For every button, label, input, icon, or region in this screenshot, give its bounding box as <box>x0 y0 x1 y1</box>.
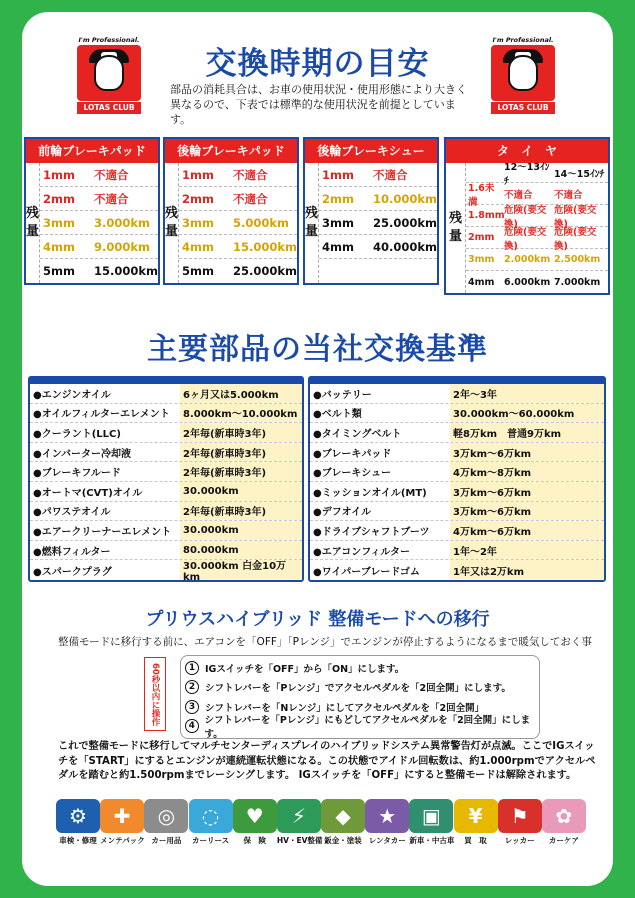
service-label: カーリース <box>191 836 230 845</box>
replacement-interval: 30.000km 白金10万km <box>180 560 302 580</box>
list-item <box>30 404 302 424</box>
remaining-mm: 1mm <box>322 167 354 182</box>
logo-band: LOTAS CLUB <box>77 102 141 114</box>
distance-value: 15.000km <box>94 264 159 278</box>
part-name: ●デフオイル <box>313 507 372 519</box>
service-label: 鈑金・塗装 <box>324 836 362 845</box>
table-row <box>40 235 158 259</box>
step-number: 1 <box>185 661 199 675</box>
list-item <box>30 560 302 584</box>
part-name: ●インバーター冷却液 <box>33 448 132 460</box>
service-label: 新車・中古車 <box>409 836 455 845</box>
distance-value: 不適合 <box>373 167 408 182</box>
part-name: ●ブレーキシュー <box>313 468 392 480</box>
side-char: 量 <box>305 224 319 239</box>
list-item <box>30 521 302 541</box>
remaining-mm: 4mm <box>182 239 214 254</box>
service-label: HV・EV整備 <box>276 836 323 845</box>
side-label <box>446 163 466 293</box>
replacement-interval: 3万km～6万km <box>450 443 604 462</box>
list-item <box>30 502 302 522</box>
section-title: 主要部品の当社交換基準 <box>147 332 488 367</box>
service-icon: ◌ <box>189 799 233 833</box>
table-header: タ イ ヤ <box>446 139 608 163</box>
service-icon-item <box>542 799 586 846</box>
parts-list-left <box>28 376 304 582</box>
service-label: 買 取 <box>464 836 487 845</box>
front-brake-pad-table <box>24 137 160 285</box>
table-row <box>40 163 158 187</box>
list-item <box>310 462 604 482</box>
table-row <box>179 163 297 187</box>
service-icon: ¥ <box>454 799 498 833</box>
list-item <box>30 462 302 482</box>
service-label: レンタカー <box>368 836 406 845</box>
distance-value: 不適合 <box>94 191 129 206</box>
service-icon-item <box>498 799 542 846</box>
table-row <box>40 187 158 211</box>
step-number: 3 <box>185 700 199 714</box>
value-12-13: 不適合 <box>504 189 533 201</box>
part-name: ●エンジンオイル <box>33 389 111 401</box>
service-icon: ✚ <box>100 799 144 833</box>
part-name: ●スパークプラグ <box>33 566 112 578</box>
remaining-mm: 1.6未満 <box>468 182 495 208</box>
tire-size-14-15: 14～15ｲﾝﾁ <box>554 168 605 180</box>
replacement-interval: 2年毎(新車時3年) <box>180 502 302 521</box>
side-char: 量 <box>26 224 40 239</box>
replacement-interval: 30.000km <box>180 482 302 501</box>
rear-brake-shoe-table <box>303 137 439 285</box>
parts-list-right <box>308 376 606 582</box>
replacement-interval: 1年又は2万km <box>450 560 604 580</box>
replacement-interval: 2年毎(新車時3年) <box>180 423 302 442</box>
service-icon: ⚙ <box>56 799 100 833</box>
distance-value: 9.000km <box>94 239 151 254</box>
tire-size-12-13: 12～13ｲﾝﾁ <box>504 161 550 187</box>
table-row <box>40 259 158 283</box>
distance-value: 不適合 <box>233 167 268 182</box>
part-name: ●ミッションオイル(MT) <box>313 487 427 499</box>
service-icon-item <box>189 799 233 846</box>
part-name: ●燃料フィルター <box>33 546 111 558</box>
intro-text: 部品の消耗具合は、お車の使用状況・使用形態により大きく 異なるので、下表では標準的な使用状況を前提としています。 <box>170 83 467 126</box>
replacement-interval: 2年毎(新車時3年) <box>180 462 302 481</box>
replacement-interval: 30.000km <box>180 521 302 540</box>
part-name: ●エアークリーナーエレメント <box>33 526 172 538</box>
remaining-mm: 5mm <box>182 264 214 278</box>
service-icon: ✿ <box>542 799 586 833</box>
prius-step <box>185 658 535 678</box>
service-icon-item <box>454 799 498 846</box>
service-icon: ⚡ <box>277 799 321 833</box>
value-12-13: 危険(要交換) <box>504 204 547 230</box>
replacement-interval: 4万km～6万km <box>450 521 604 540</box>
part-name: ●オートマ(CVT)オイル <box>33 487 143 499</box>
table-header: 後輪ブレーキパッド <box>165 139 297 163</box>
remaining-mm: 3mm <box>182 215 214 230</box>
list-item <box>30 443 302 463</box>
list-item <box>310 384 604 404</box>
table-row <box>319 163 437 187</box>
distance-value: 不適合 <box>233 191 268 206</box>
service-icon: ★ <box>365 799 409 833</box>
table-row <box>179 235 297 259</box>
step-text: シフトレバーを「Pレンジ」でアクセルペダルを「2回全開」にします。 <box>205 683 511 695</box>
table-body <box>165 163 297 283</box>
value-14-15: 危険(要交換) <box>554 204 597 230</box>
remaining-mm: 2mm <box>322 191 354 206</box>
time-limit-note: 60秒以内に操作 <box>144 657 166 731</box>
prius-steps <box>180 655 540 739</box>
list-item <box>310 560 604 580</box>
remaining-mm: 1mm <box>182 167 214 182</box>
remaining-mm: 5mm <box>43 264 75 278</box>
replacement-interval: 30.000km～60.000km <box>450 404 604 423</box>
remaining-mm: 4mm <box>322 239 354 254</box>
service-icon-item <box>144 799 188 846</box>
remaining-mm: 4mm <box>43 239 75 254</box>
remaining-mm: 4mm <box>468 276 495 288</box>
prius-step <box>185 678 535 698</box>
step-number: 4 <box>185 719 199 733</box>
table-row <box>319 187 437 211</box>
table-row <box>319 259 437 283</box>
service-icon: ◆ <box>321 799 365 833</box>
list-item <box>30 384 302 404</box>
table-rows <box>40 163 158 283</box>
value-14-15: 不適合 <box>554 189 583 201</box>
distance-value: 25.000km <box>373 215 438 230</box>
logo-caption: I'm Professional. <box>78 36 140 44</box>
prius-step <box>185 715 535 741</box>
value-14-15: 7.000km <box>554 276 601 288</box>
replacement-interval: 3万km～6万km <box>450 502 604 521</box>
value-14-15: 2.500km <box>554 254 601 265</box>
part-name: ●エアコンフィルター <box>313 546 411 558</box>
value-12-13: 6.000km <box>504 276 551 288</box>
part-name: ●クーラント(LLC) <box>33 428 121 440</box>
list-item <box>310 482 604 502</box>
logo-caption: I'm Professional. <box>492 36 554 44</box>
table-body <box>305 163 437 283</box>
replacement-interval: 6ヶ月又は5.000km <box>180 384 302 403</box>
side-char: 残 <box>305 206 319 221</box>
remaining-mm: 2mm <box>182 191 214 206</box>
table-header: 前輪ブレーキパッド <box>26 139 158 163</box>
replacement-interval: 3万km～6万km <box>450 482 604 501</box>
distance-value: 25.000km <box>233 264 298 278</box>
service-label: レッカー <box>504 836 535 845</box>
page-title: 交換時期の目安 <box>205 46 430 82</box>
distance-value: 10.000km <box>373 191 438 206</box>
part-name: ●ワイパーブレードゴム <box>313 566 420 578</box>
table-body <box>446 163 608 293</box>
remaining-mm: 2mm <box>43 191 75 206</box>
service-icon: ♥ <box>233 799 277 833</box>
replacement-interval: 2年毎(新車時3年) <box>180 443 302 462</box>
replacement-interval: 8.000km～10.000km <box>180 404 302 423</box>
service-icon: ⚑ <box>498 799 542 833</box>
list-item <box>30 423 302 443</box>
value-12-13: 危険(要交換) <box>504 226 547 252</box>
table-row <box>466 249 608 271</box>
remaining-mm: 3mm <box>322 215 354 230</box>
list-item <box>310 404 604 424</box>
side-label <box>165 163 179 283</box>
service-icon-item <box>409 799 453 846</box>
replacement-interval: 4万km～8万km <box>450 462 604 481</box>
list-item <box>310 423 604 443</box>
remaining-mm: 1.8mm <box>468 210 505 221</box>
table-rows <box>319 163 437 283</box>
table-row <box>179 187 297 211</box>
side-char: 残 <box>26 206 40 221</box>
tire-table <box>444 137 610 295</box>
step-text: IGスイッチを「OFF」から「ON」にします。 <box>205 663 405 675</box>
distance-value: 不適合 <box>94 167 129 182</box>
list-item <box>310 502 604 522</box>
distance-value: 15.000km <box>233 239 298 254</box>
service-icons <box>56 799 586 846</box>
distance-value: 5.000km <box>233 215 290 230</box>
poster-sheet <box>22 12 613 886</box>
step-text: シフトレバーを「Nレンジ」にしてアクセルペダルを「2回全開」 <box>205 702 485 714</box>
table-header: 後輪ブレーキシュー <box>305 139 437 163</box>
part-name: ●ブレーキフルード <box>33 468 121 480</box>
part-name: ●パワステオイル <box>33 507 111 519</box>
part-name: ●タイミングベルト <box>313 428 402 440</box>
remaining-mm: 1mm <box>43 167 75 182</box>
part-name: ●ドライブシャフトブーツ <box>313 526 430 538</box>
part-name: ●ブレーキパッド <box>313 448 392 460</box>
side-label <box>26 163 40 283</box>
prius-subtitle: 整備モードに移行する前に、エアコンを「OFF」「Pレンジ」でエンジンが停止するようになるまで暖気しておく事 <box>58 636 592 648</box>
table-row <box>40 211 158 235</box>
service-label: メンテパック <box>100 836 145 845</box>
service-icon-item <box>100 799 144 846</box>
list-item <box>30 482 302 502</box>
prius-title: プリウスハイブリッド 整備モードへの移行 <box>145 609 490 630</box>
side-char: 残 <box>165 206 179 221</box>
side-char: 量 <box>448 229 462 244</box>
distance-value: 3.000km <box>94 215 151 230</box>
distance-value: 40.000km <box>373 239 438 254</box>
service-icon: ◎ <box>144 799 188 833</box>
side-label <box>305 163 319 283</box>
service-icon-item <box>277 799 321 846</box>
remaining-mm: 3mm <box>43 215 75 230</box>
rear-brake-pad-table <box>163 137 299 285</box>
service-label: カー用品 <box>151 836 182 845</box>
replacement-interval: 80.000km <box>180 541 302 560</box>
list-item <box>310 521 604 541</box>
replacement-interval: 1年～2年 <box>450 541 604 560</box>
part-name: ●ベルト類 <box>313 409 362 421</box>
service-icon: ▣ <box>409 799 453 833</box>
replacement-interval: 2年～3年 <box>450 384 604 403</box>
service-label: 車検・修理 <box>59 836 97 845</box>
table-rows <box>179 163 297 283</box>
table-row <box>466 271 608 293</box>
service-label: カーケア <box>548 836 579 845</box>
side-char: 残 <box>448 211 462 226</box>
logo-band: LOTAS CLUB <box>491 102 555 114</box>
value-12-13: 2.000km <box>504 254 551 265</box>
table-body <box>26 163 158 283</box>
value-14-15: 危険(要交換) <box>554 226 597 252</box>
table-row <box>319 235 437 259</box>
table-row <box>179 259 297 283</box>
table-rows <box>466 163 608 293</box>
table-row <box>319 211 437 235</box>
table-row <box>179 211 297 235</box>
remaining-mm: 3mm <box>468 254 495 265</box>
step-number: 2 <box>185 680 199 694</box>
service-icon-item <box>365 799 409 846</box>
replacement-interval: 軽8万km 普通9万km <box>450 423 604 442</box>
service-icon-item <box>321 799 365 846</box>
table-row <box>466 226 608 252</box>
part-name: ●オイルフィルターエレメント <box>33 409 170 421</box>
prius-description: これで整備モードに移行してマルチセンターディスプレイのハイブリッドシステム異常警告灯が点滅。ここでIGスイッチを「START」にするとエンジンが連続運転状態になる。この状態でアイドル回転数は、約1.000rpmでアクセルペダルを踏むと約1.500rpmまでレーシングします。 IGスイッチを「OFF」にすると整備モードは解除されます。 <box>58 741 596 781</box>
service-label: 保 険 <box>243 836 266 845</box>
part-name: ●バッテリー <box>313 389 372 401</box>
step-text: シフトレバーを「Pレンジ」にもどしてアクセルペダルを「2回全開」にします。 <box>204 715 531 741</box>
service-icon-item <box>56 799 100 846</box>
list-item <box>310 443 604 463</box>
service-icon-item <box>233 799 277 846</box>
remaining-mm: 2mm <box>468 232 495 243</box>
list-item <box>310 541 604 561</box>
side-char: 量 <box>165 224 179 239</box>
